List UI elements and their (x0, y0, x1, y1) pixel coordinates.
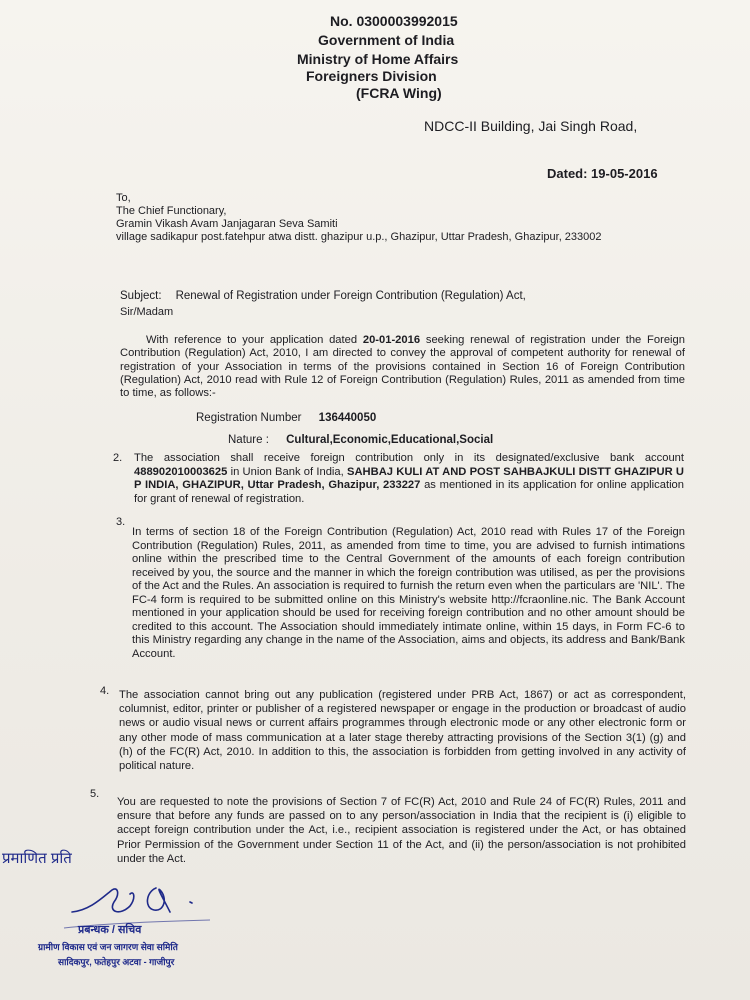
letter-date: Dated: 19-05-2016 (547, 166, 658, 181)
para4: The association cannot bring out any publication (registered under PRB Act, 1867) or act as correspondent, columnist, editor, printer or publisher of a registered newspaper or engage in the production or broadcast of audio news or audio visual news or current affairs programmes through electronic mode or any other electronic form or any other mode of mass communication at a later stage thereby attracting provisions of the Section 3(1) (g) and (h) of the FC(R) Act, 2010. In addition to this, the association is forbidden from getting involved in any activity of political nature. (119, 689, 686, 773)
recipient-address: village sadikapur post.fatehpur atwa distt. ghazipur u.p., Ghazipur, Uttar Pradesh, Ghazipur, 233002 (116, 231, 602, 243)
para2-text-1: The association shall receive foreign contribution only in its designated/exclusive bank account (134, 452, 684, 464)
subject-text: Renewal of Registration under Foreign Contribution (Regulation) Act, (175, 290, 526, 302)
salutation: Sir/Madam (120, 306, 174, 318)
intro-pre: With reference to your application dated (146, 334, 363, 346)
para2-number: 2. (113, 452, 123, 464)
recipient-title: The Chief Functionary, (116, 205, 227, 217)
government-heading: Government of India (318, 32, 455, 48)
para2-text-3: as mentioned in its application for online application for grant of renewal of registration. (134, 479, 684, 505)
stamp-role: प्रबन्धक / सचिव (78, 924, 142, 936)
nature-label: Nature : (228, 434, 269, 446)
recipient-block (116, 192, 602, 244)
para5: You are requested to note the provisions of Section 7 of FC(R) Act, 2010 and Rule 24 of FC(R) Rules, 2011 and ensure that before any funds are passed on to any person/association in India that the recipient is (i) eligible to accept foreign contribution under the Act, i.e., recipient association is registered under the Act, or has obtained Prior Permission of the Government under Section 11 of the Act, and (ii) the person/association is not prohibited under the Act. (117, 796, 686, 865)
stamp-place: सादिकपुर, फतेहपुर अटवा - गाजीपुर (58, 957, 175, 967)
para2-text-2: in Union Bank of India, (227, 465, 347, 478)
division-heading: Foreigners Division (306, 68, 437, 84)
bank-account-number: 488902010003625 (134, 465, 228, 478)
intro-post: seeking renewal of registration under the Foreign Contribution (Regulation) Act, 2010, I am directed to convey the approval of competent authority for renewal of registration of your Association in terms of the provisions contained in Section 16 of Foreign Contribution (Regulation) Act, 2010 read with Rule 12 of Foreign Contribution (Regulation) Rules, 2011 as amended from time to time, as follows:- (120, 334, 685, 400)
subject-label: Subject: (120, 290, 162, 302)
wing-heading: (FCRA Wing) (356, 85, 442, 101)
intro-paragraph (120, 334, 685, 400)
para3: In terms of section 18 of the Foreign Contribution (Regulation) Act, 2010 read with Rules 17 of the Foreign Contribution (Regulation) Rules, 2011, as amended from time to time, you are advised to furnish intimations online within the prescribed time to the Central Government of the amounts of each foreign contribution received by you, the source and the manner in which the foreign contribution was utilised, as per the provisions of the Act and the Rules. An association is required to furnish the return even when the particulars are 'NIL'. The FC-4 form is required to be submitted online on this Ministry's website http://fcraonline.nic. The Bank Account mentioned in your application should be used for receiving foreign contribution and no other amount should be credited to this account. The Association should immediately intimate online, within 15 days, in Form FC-6 to this Ministry regarding any change in the name of the Association, aims and objects, its address and Bank/Bank Account. (132, 526, 685, 660)
para3-number: 3. (116, 516, 126, 528)
subject-line (120, 290, 526, 302)
nature-field (228, 434, 493, 446)
to-label: To, (116, 192, 131, 204)
recipient-org: Gramin Vikash Avam Janjagaran Seva Samiti (116, 218, 338, 230)
ministry-heading: Ministry of Home Affairs (297, 51, 459, 67)
letter-number: No. 0300003992015 (330, 13, 458, 29)
para2 (134, 452, 684, 506)
stamp-org: ग्रामीण विकास एवं जन जागरण सेवा समिति (38, 942, 178, 952)
attested-copy-note: प्रमाणित प्रति (2, 850, 72, 867)
registration-number: 136440050 (318, 412, 377, 424)
registration-field (196, 412, 376, 424)
office-address: NDCC-II Building, Jai Singh Road, (424, 118, 638, 134)
para5-number: 5. (90, 788, 100, 800)
registration-label: Registration Number (196, 412, 302, 424)
para4-number: 4. (100, 685, 110, 697)
bank-branch: SAHBAJ KULI AT AND POST SAHBAJKULI DISTT GHAZIPUR U P INDIA, GHAZIPUR, Uttar Pradesh, Ghazipur, 233227 (134, 465, 684, 491)
nature-value: Cultural,Economic,Educational,Social (286, 434, 494, 446)
application-date: 20-01-2016 (362, 334, 421, 346)
